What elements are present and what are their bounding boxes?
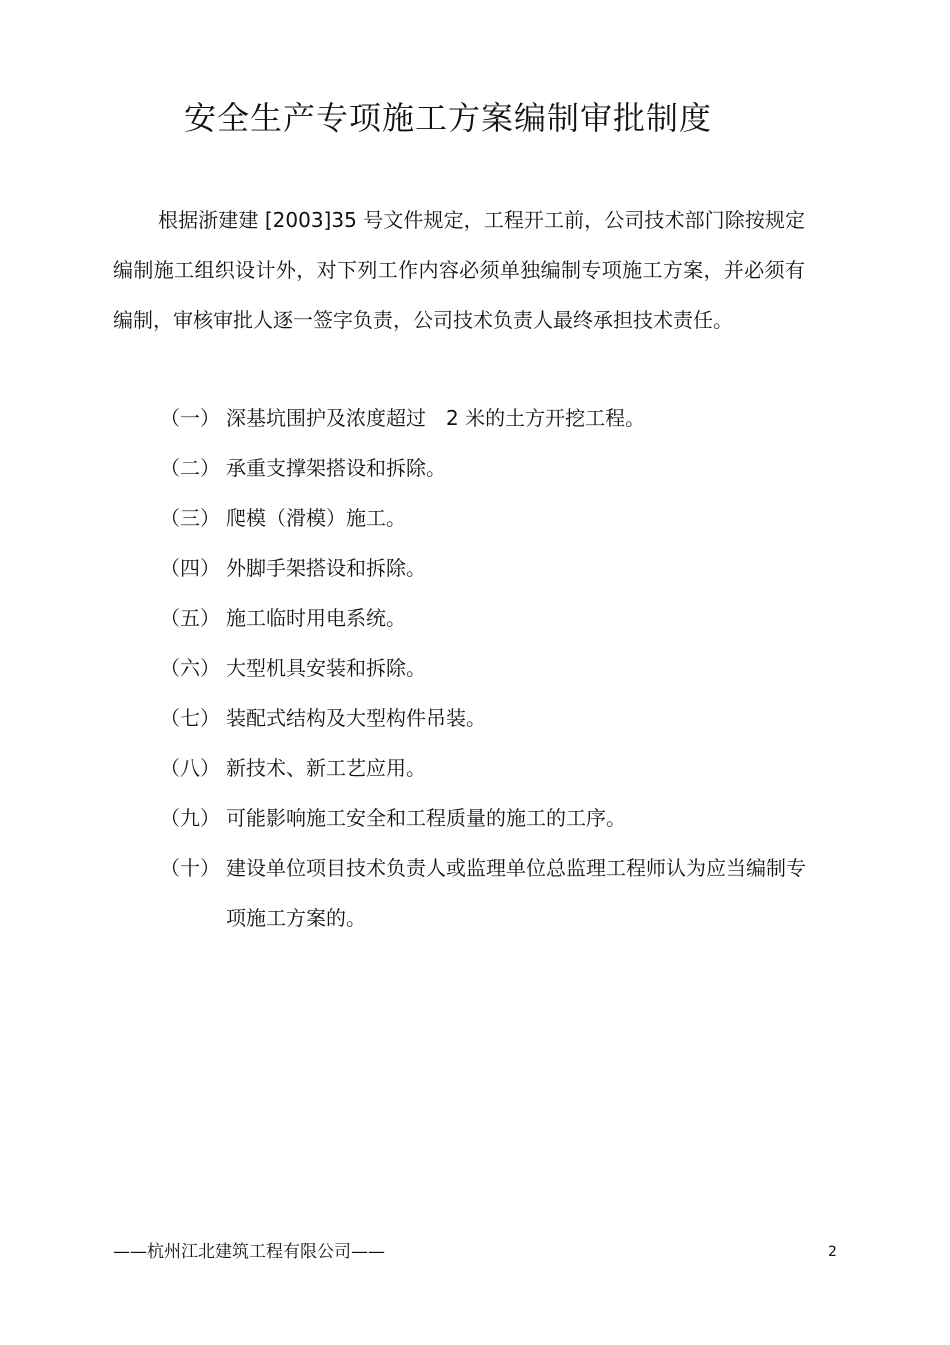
company-footer: ——杭州江北建筑工程有限公司—— <box>113 1242 385 1262</box>
item-number: （四） <box>160 556 220 580</box>
item-text: 可能影响施工安全和工程质量的施工的工序。 <box>226 806 626 830</box>
item-text: 外脚手架搭设和拆除。 <box>226 556 426 580</box>
item-text: 装配式结构及大型构件吊装。 <box>226 706 486 730</box>
item-number: （十） <box>160 856 220 880</box>
list-item <box>160 593 810 643</box>
list-item <box>160 443 810 493</box>
list-item <box>160 743 810 793</box>
list-item <box>160 693 810 743</box>
item-number: （八） <box>160 756 220 780</box>
item-list <box>160 393 810 943</box>
item-number: （六） <box>160 656 220 680</box>
item-number: （三） <box>160 506 220 530</box>
document-title: 安全生产专项施工方案编制审批制度 <box>183 99 712 137</box>
list-item <box>160 643 810 693</box>
list-item <box>160 543 810 593</box>
list-item <box>160 493 810 543</box>
item-number: （五） <box>160 606 220 630</box>
item-text: 爬模（滑模）施工。 <box>226 506 406 530</box>
item-number: （一） <box>160 406 220 430</box>
item-text: 新技术、新工艺应用。 <box>226 756 426 780</box>
item-text: 大型机具安装和拆除。 <box>226 656 426 680</box>
list-item <box>160 393 810 443</box>
item-number: （二） <box>160 456 220 480</box>
item-number: （七） <box>160 706 220 730</box>
item-text: 深基坑围护及浓度超过 2 米的土方开挖工程。 <box>226 406 646 430</box>
item-text: 建设单位项目技术负责人或监理单位总监理工程师认为应当编制专项施工方案的。 <box>226 856 806 930</box>
item-text: 承重支撑架搭设和拆除。 <box>226 456 446 480</box>
item-text: 施工临时用电系统。 <box>226 606 406 630</box>
intro-paragraph: 根据浙建建 [2003]35 号文件规定，工程开工前，公司技术部门除按规定编制施工组织设计外，对下列工作内容必须单独编制专项施工方案，并必须有编制，审核审批人逐一签字负责，公司技术负责人最终承担技术责任。 <box>113 208 805 332</box>
page-number: 2 <box>828 1244 837 1260</box>
list-item <box>160 843 810 943</box>
item-number: （九） <box>160 806 220 830</box>
list-item <box>160 793 810 843</box>
